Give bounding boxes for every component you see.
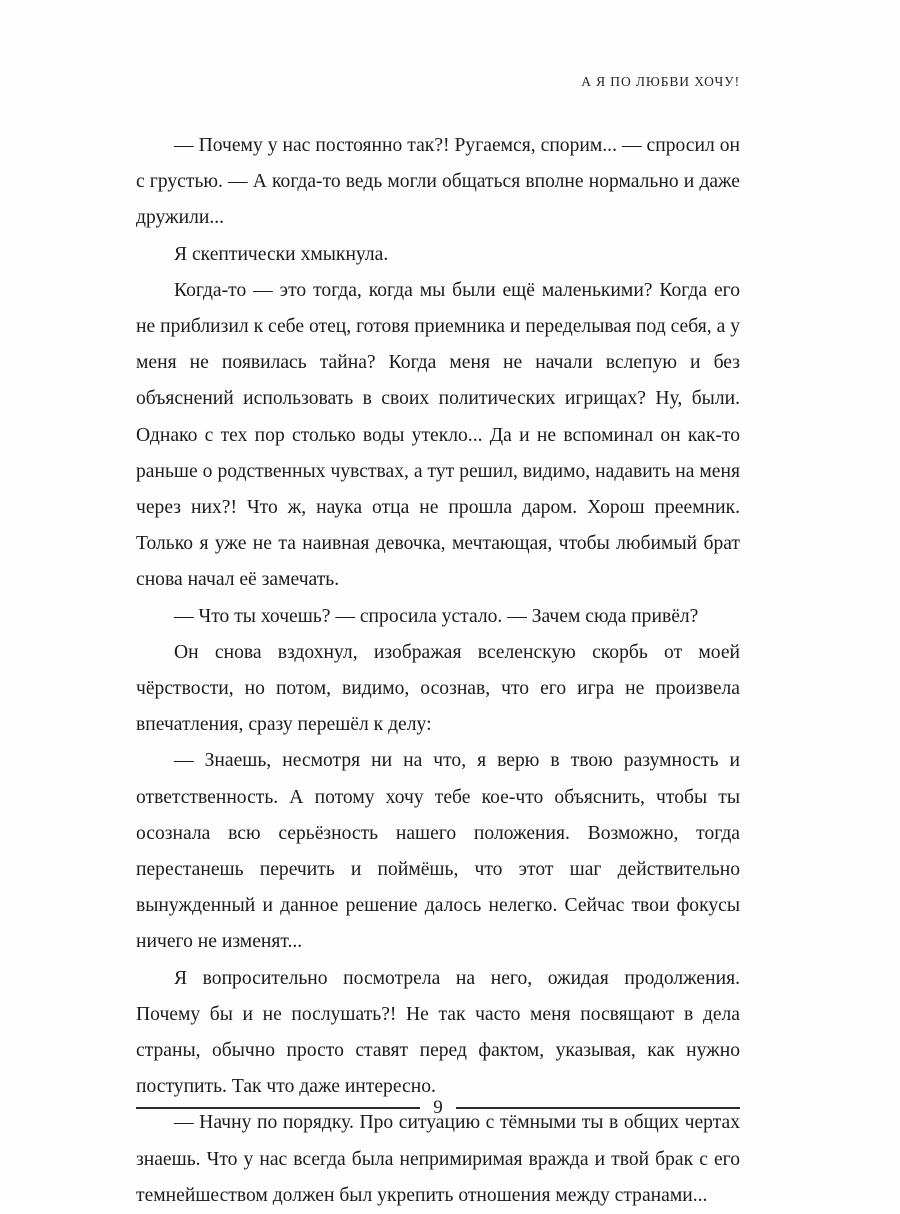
page-number: 9 — [433, 1096, 443, 1118]
footer-rule-left — [136, 1107, 420, 1109]
running-head: А Я ПО ЛЮБВИ ХОЧУ! — [581, 74, 740, 89]
paragraph: Когда-то — это тогда, когда мы были ещё маленькими? Когда его не приблизил к себе отец, готовя приемника и переделывая под себя, а у меня не появилась тайна? Когда меня не начали вслепую и без объяснений использовать в своих политических игрищах? Ну, были. Однако с тех пор столько воды утекло... Да и не вспоминал он как-то раньше о родственных чувствах, а тут решил, видимо, надавить на меня через них?! Что ж, наука отца не прошла даром. Хорош преемник. Только я уже не та наивная девочка, мечтающая, чтобы любимый брат снова начал её замечать. — [136, 279, 740, 591]
paragraph: — Знаешь, несмотря ни на что, я верю в твою разумность и ответственность. А потому хочу тебе кое-что объяснить, чтобы ты осознала всю серьёзность нашего положения. Возможно, тогда перестанешь перечить и поймёшь, что этот шаг действительно вынужденный и данное решение далось нелегко. Сейчас твои фокусы ничего не изменят... — [136, 750, 740, 953]
paragraph: Я вопросительно посмотрела на него, ожидая продолжения. Почему бы и не послушать?! Не так часто меня посвящают в дела страны, обычно просто ставят перед фактом, указывая, как нужно поступить. Так что даже интересно. — [136, 967, 740, 1098]
paragraph: Он снова вздохнул, изображая вселенскую скорбь от моей чёрствости, но потом, видимо, осознав, что его игра не произвела впечатления, сразу перешёл к делу: — [136, 641, 740, 736]
body-text — [136, 128, 740, 1214]
page-footer — [136, 1095, 740, 1121]
paragraph: Я скептически хмыкнула. — [174, 243, 389, 265]
paragraph: — Почему у нас постоянно так?! Ругаемся, спорим... — спросил он с грустью. — А когда-то ведь могли общаться вполне нормально и даже дружили... — [136, 135, 740, 229]
footer-rule-right — [456, 1107, 740, 1109]
paragraph: — Что ты хочешь? — спросила устало. — Зачем сюда привёл? — [174, 605, 699, 627]
paragraph: — Начну по порядку. Про ситуацию с тёмными ты в общих чертах знаешь. Что у нас всегда была непримиримая вражда и твой брак с его темнейшеством должен был укрепить отношения между странами... — [136, 1112, 740, 1206]
